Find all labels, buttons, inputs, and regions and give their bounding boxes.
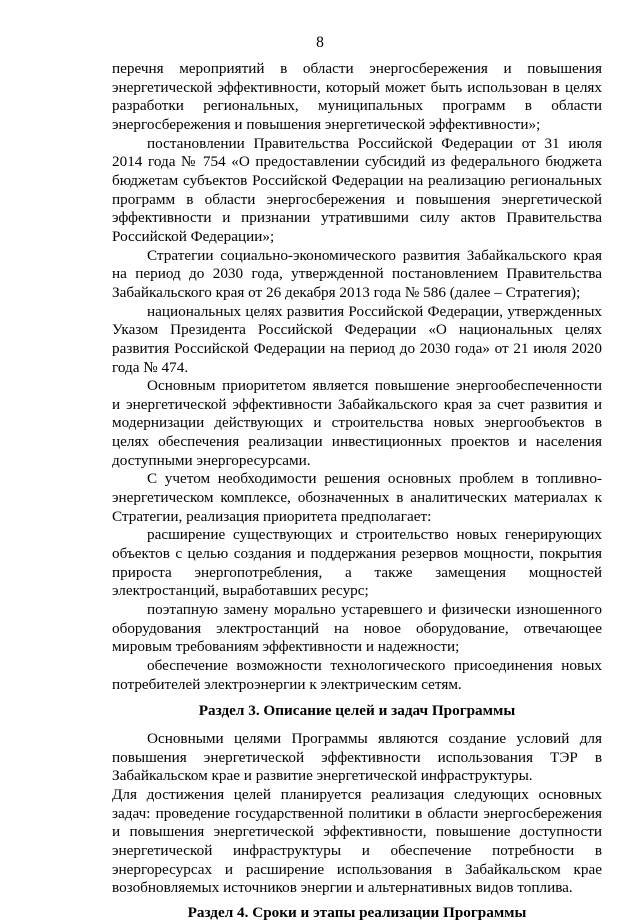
paragraph: Основными целями Программы являются создание условий для повышения энергетической эффективности использования ТЭР в Забайкальском крае и развитие энергетической инфраструктуры.	[112, 729, 602, 785]
paragraph: Для достижения целей планируется реализация следующих основных задач: проведение государственной политики в области энергосбережения и повышения энергетической эффективности, повышение доступности энергетической инфраструктуры и обеспечение потребности в энергоресурсах и расширение использования в Забайкальском крае возобновляемых источников энергии и альтернативных видов топлива.	[112, 785, 602, 897]
paragraph: перечня мероприятий в области энергосбережения и повышения энергетической эффективности, который может быть использован в целях разработки региональных, муниципальных программ в области энергосбережения и повышения энергетической эффективности»;	[112, 60, 602, 133]
paragraph: национальных целях развития Российской Федерации, утвержденных Указом Президента Российской Федерации «О национальных целях развития Российской Федерации на период до 2030 года» от 21 июля 2020 года № 474.	[112, 302, 602, 376]
paragraph: Основным приоритетом является повышение энергообеспеченности и энергетической эффективности Забайкальского края за счет развития и модернизации действующих и строительства новых энергообъектов в целях обеспечения реализации инвестиционных проектов и населения доступными энергоресурсами.	[112, 377, 602, 469]
page-number: 8	[316, 34, 324, 51]
section-4-heading: Раздел 4. Сроки и этапы реализации Программы	[187, 903, 527, 921]
section-3-heading: Раздел 3. Описание целей и задач Программы	[198, 702, 516, 720]
paragraph: расширение существующих и строительство новых генерирующих объектов с целью создания и поддержания резервов мощности, покрытия прироста энергопотребления, а также замещения мощностей электростанций, выработавших ресурс;	[112, 526, 602, 600]
paragraph: поэтапную замену морально устаревшего и физически изношенного оборудования электростанций на новое оборудование, отвечающее мировым требованиям эффективности и надежности;	[112, 601, 602, 656]
paragraph: Стратегии социально-экономического развития Забайкальского края на период до 2030 года, утвержденной постановлением Правительства Забайкальского края от 26 декабря 2013 года № 586 (далее – Стратегия);	[112, 246, 602, 301]
paragraph: постановлении Правительства Российской Федерации от 31 июля 2014 года № 754 «О предоставлении субсидий из федерального бюджета бюджетам субъектов Российской Федерации на реализацию региональных программ в области энергосбережения и повышения энергетической эффективности и признании утратившими силу актов Правительства Российской Федерации»;	[112, 134, 602, 245]
paragraph-group-before-section-3	[112, 60, 602, 694]
paragraph: С учетом необходимости решения основных проблем в топливно-энергетическом комплексе, обозначенных в аналитических материалах к Стратегии, реализация приоритета предполагает:	[112, 470, 602, 525]
document-body	[112, 60, 602, 923]
paragraph: обеспечение возможности технологического присоединения новых потребителей электроэнергии к электрическим сетям.	[112, 657, 602, 693]
paragraph-group-section-3	[112, 730, 602, 898]
